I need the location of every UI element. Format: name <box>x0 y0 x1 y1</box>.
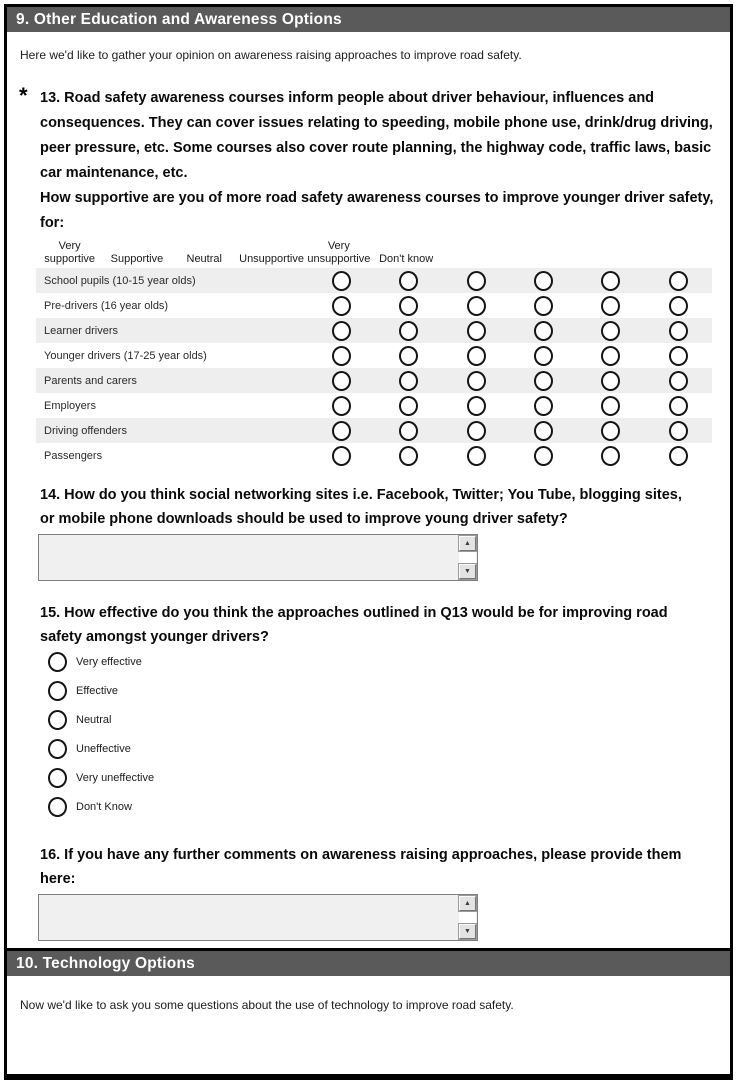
q13-radio-very-supportive[interactable] <box>332 371 351 391</box>
q13-radio-very-unsupportive[interactable] <box>601 371 620 391</box>
q14-scrollbar[interactable] <box>459 536 476 579</box>
matrix-column-header: Very unsupportive <box>307 240 371 265</box>
q13-radio-neutral[interactable] <box>467 421 486 441</box>
question-16-text: 16. If you have any further comments on awareness raising approaches, please provide them here: <box>40 847 682 887</box>
q13-radio-very-supportive[interactable] <box>332 396 351 416</box>
q13-matrix <box>36 238 712 468</box>
q13-radio-very-unsupportive[interactable] <box>601 296 620 316</box>
arrow-up-icon: ▲ <box>464 540 471 547</box>
question-14-text: 14. How do you think social networking sites i.e. Facebook, Twitter; You Tube, blogging sites, or mobile phone downloads should be used to improve young driver safety? <box>40 487 682 527</box>
q13-radio-very-unsupportive[interactable] <box>601 421 620 441</box>
q15-option-label: Effective <box>76 684 118 697</box>
matrix-row <box>36 418 712 443</box>
question-13-prompt: How supportive are you of more road safety awareness courses to improve younger driver safety, for: <box>40 190 714 231</box>
q13-radio-unsupportive[interactable] <box>534 296 553 316</box>
q13-radio-neutral[interactable] <box>467 346 486 366</box>
q13-radio-supportive[interactable] <box>399 271 418 291</box>
q13-radio-very-unsupportive[interactable] <box>601 396 620 416</box>
matrix-column-header: Unsupportive <box>239 253 304 265</box>
q13-radio-very-unsupportive[interactable] <box>601 321 620 341</box>
q13-radio-unsupportive[interactable] <box>534 421 553 441</box>
matrix-row-label: Pre-drivers (16 year olds) <box>44 299 169 312</box>
q13-radio-neutral[interactable] <box>467 371 486 391</box>
q14-comment-value[interactable] <box>41 537 457 578</box>
q13-radio-dont-know[interactable] <box>669 421 688 441</box>
q13-matrix-body <box>36 268 712 468</box>
q13-matrix-header <box>36 238 712 268</box>
q13-radio-dont-know[interactable] <box>669 446 688 466</box>
q14-comment-textbox[interactable] <box>38 534 478 581</box>
q13-radio-very-supportive[interactable] <box>332 296 351 316</box>
matrix-row-label: Learner drivers <box>44 324 118 337</box>
q15-radio[interactable] <box>48 797 67 817</box>
q15-option-label: Neutral <box>76 713 112 726</box>
q13-radio-dont-know[interactable] <box>669 346 688 366</box>
arrow-down-icon: ▼ <box>464 928 471 935</box>
q13-radio-unsupportive[interactable] <box>534 396 553 416</box>
section-9-intro: Here we'd like to gather your opinion on awareness raising approaches to improve road safety. <box>20 48 522 62</box>
section-10-intro: Now we'd like to ask you some questions about the use of technology to improve road safety. <box>20 998 514 1012</box>
q13-radio-supportive[interactable] <box>399 296 418 316</box>
question-13 <box>13 83 719 236</box>
q13-radio-very-supportive[interactable] <box>332 271 351 291</box>
arrow-down-icon: ▼ <box>464 568 471 575</box>
q13-radio-very-unsupportive[interactable] <box>601 271 620 291</box>
q13-radio-dont-know[interactable] <box>669 321 688 341</box>
section-10-header: 10. Technology Options <box>7 951 730 976</box>
matrix-row-label: Passengers <box>44 449 103 462</box>
scroll-up-button[interactable] <box>459 536 476 551</box>
q16-comment-textbox[interactable] <box>38 894 478 941</box>
q13-radio-very-unsupportive[interactable] <box>601 346 620 366</box>
matrix-row <box>36 443 712 468</box>
q13-radio-supportive[interactable] <box>399 321 418 341</box>
matrix-row <box>36 293 712 318</box>
q13-radio-neutral[interactable] <box>467 321 486 341</box>
matrix-row-label: Parents and carers <box>44 374 137 387</box>
q13-radio-neutral[interactable] <box>467 396 486 416</box>
scroll-down-button[interactable] <box>459 924 476 939</box>
q15-options <box>48 651 724 817</box>
matrix-row <box>36 393 712 418</box>
q13-radio-supportive[interactable] <box>399 346 418 366</box>
q15-radio[interactable] <box>48 768 67 788</box>
matrix-column-header: Supportive <box>110 253 164 265</box>
q13-radio-dont-know[interactable] <box>669 396 688 416</box>
q15-option[interactable] <box>48 680 724 701</box>
q13-radio-supportive[interactable] <box>399 421 418 441</box>
q15-option[interactable] <box>48 738 724 759</box>
q13-radio-very-supportive[interactable] <box>332 346 351 366</box>
q16-comment-value[interactable] <box>41 897 457 938</box>
q13-radio-dont-know[interactable] <box>669 271 688 291</box>
q13-radio-unsupportive[interactable] <box>534 346 553 366</box>
q15-radio[interactable] <box>48 681 67 701</box>
section-9-header: 9. Other Education and Awareness Options <box>7 7 730 32</box>
q15-option-label: Very uneffective <box>76 771 155 784</box>
q13-radio-dont-know[interactable] <box>669 371 688 391</box>
q13-radio-unsupportive[interactable] <box>534 371 553 391</box>
q13-radio-supportive[interactable] <box>399 396 418 416</box>
q13-radio-neutral[interactable] <box>467 271 486 291</box>
matrix-row <box>36 368 712 393</box>
q15-radio[interactable] <box>48 739 67 759</box>
q13-radio-very-unsupportive[interactable] <box>601 446 620 466</box>
q16-scrollbar[interactable] <box>459 896 476 939</box>
question-13-text: 13. Road safety awareness courses inform people about driver behaviour, influences and consequences. They can cover issues relating to speeding, mobile phone use, drink/drug driving, peer pressure, etc. Some courses also cover route planning, the highway code, traffic laws, basic car maintenance, etc. <box>40 90 713 181</box>
section-10 <box>7 948 730 1074</box>
q13-radio-supportive[interactable] <box>399 446 418 466</box>
q13-radio-unsupportive[interactable] <box>534 271 553 291</box>
q13-radio-neutral[interactable] <box>467 446 486 466</box>
q15-option[interactable] <box>48 767 724 788</box>
section-9-content <box>7 32 730 948</box>
q15-radio[interactable] <box>48 652 67 672</box>
question-15-text: 15. How effective do you think the approaches outlined in Q13 would be for improving road safety amongst younger drivers? <box>40 605 668 645</box>
q15-option[interactable] <box>48 651 724 672</box>
matrix-column-header: Neutral <box>186 253 222 265</box>
matrix-row-label: Driving offenders <box>44 424 127 437</box>
q13-radio-very-supportive[interactable] <box>332 421 351 441</box>
matrix-row <box>36 318 712 343</box>
arrow-up-icon: ▲ <box>464 900 471 907</box>
matrix-row-label: School pupils (10-15 year olds) <box>44 274 196 287</box>
matrix-row-label: Employers <box>44 399 96 412</box>
q15-option[interactable] <box>48 709 724 730</box>
q13-radio-dont-know[interactable] <box>669 296 688 316</box>
q15-option-label: Uneffective <box>76 742 131 755</box>
scroll-up-button[interactable] <box>459 896 476 911</box>
q13-radio-neutral[interactable] <box>467 296 486 316</box>
q15-option-label: Very effective <box>76 655 142 668</box>
q13-radio-very-supportive[interactable] <box>332 321 351 341</box>
matrix-column-header: Very supportive <box>44 240 96 265</box>
q13-radio-very-supportive[interactable] <box>332 446 351 466</box>
q13-radio-unsupportive[interactable] <box>534 321 553 341</box>
matrix-row-label: Younger drivers (17-25 year olds) <box>44 349 207 362</box>
q15-option-label: Don't Know <box>76 800 132 813</box>
matrix-row <box>36 343 712 368</box>
scroll-down-button[interactable] <box>459 564 476 579</box>
q13-radio-supportive[interactable] <box>399 371 418 391</box>
q15-radio[interactable] <box>48 710 67 730</box>
section-10-content <box>7 976 730 1012</box>
matrix-column-header: Don't know <box>379 253 434 265</box>
required-asterisk-icon: * <box>19 83 28 108</box>
survey-page <box>4 4 733 1080</box>
q13-radio-unsupportive[interactable] <box>534 446 553 466</box>
matrix-row <box>36 268 712 293</box>
q15-option[interactable] <box>48 796 724 817</box>
